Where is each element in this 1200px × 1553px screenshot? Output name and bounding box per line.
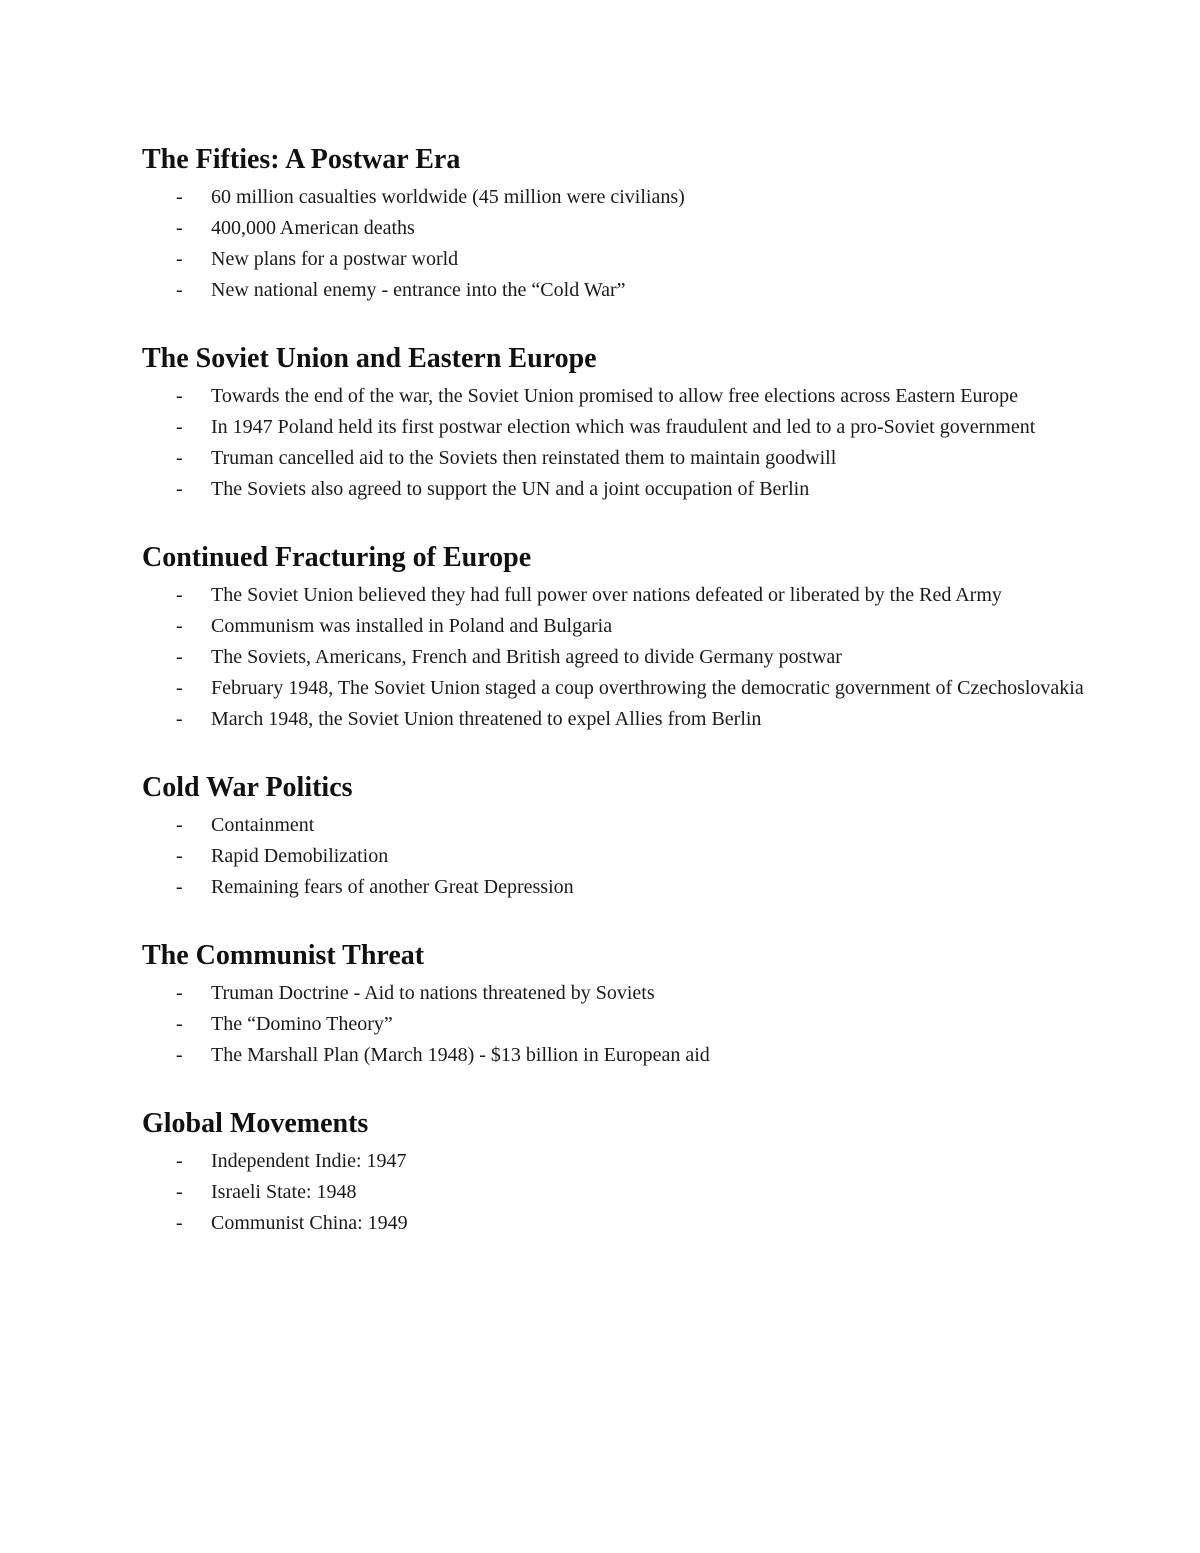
list-item [142, 611, 1102, 642]
bullet-list [142, 182, 1102, 306]
list-item [142, 580, 1102, 611]
list-item [142, 182, 1102, 213]
list-item [142, 704, 1102, 735]
list-item-text: New plans for a postwar world [211, 248, 459, 270]
dash-bullet-icon: - [176, 1044, 183, 1066]
list-item-text: March 1948, the Soviet Union threatened to expel Allies from Berlin [211, 708, 762, 730]
dash-bullet-icon: - [176, 385, 183, 407]
section-heading: Global Movements [142, 1108, 369, 1139]
dash-bullet-icon: - [176, 1212, 183, 1234]
list-item-text: Containment [211, 814, 315, 836]
dash-bullet-icon: - [176, 217, 183, 239]
bullet-list [142, 978, 1102, 1071]
section-heading: Continued Fracturing of Europe [142, 542, 532, 573]
list-item-text: 400,000 American deaths [211, 217, 415, 239]
section [142, 138, 1102, 306]
section-heading: The Fifties: A Postwar Era [142, 144, 461, 175]
list-item [142, 1208, 1102, 1239]
dash-bullet-icon: - [176, 677, 183, 699]
list-item-text: The Marshall Plan (March 1948) - $13 billion in European aid [211, 1044, 710, 1066]
list-item-text: Truman Doctrine - Aid to nations threatened by Soviets [211, 982, 655, 1004]
list-item [142, 1146, 1102, 1177]
list-item [142, 841, 1102, 872]
section [142, 536, 1102, 735]
list-item [142, 275, 1102, 306]
dash-bullet-icon: - [176, 1013, 183, 1035]
list-item [142, 213, 1102, 244]
dash-bullet-icon: - [176, 279, 183, 301]
dash-bullet-icon: - [176, 615, 183, 637]
section-heading: The Soviet Union and Eastern Europe [142, 343, 597, 374]
list-item [142, 872, 1102, 903]
list-item [142, 1177, 1102, 1208]
list-item [142, 412, 1102, 443]
list-item-text: Independent Indie: 1947 [211, 1150, 407, 1172]
list-item [142, 244, 1102, 275]
list-item-text: The “Domino Theory” [211, 1013, 393, 1035]
dash-bullet-icon: - [176, 584, 183, 606]
list-item [142, 978, 1102, 1009]
list-item [142, 443, 1102, 474]
list-item [142, 642, 1102, 673]
dash-bullet-icon: - [176, 845, 183, 867]
dash-bullet-icon: - [176, 186, 183, 208]
list-item-text: The Soviet Union believed they had full power over nations defeated or liberated by the Red Army [211, 584, 1002, 606]
bullet-list [142, 381, 1102, 505]
list-item [142, 1040, 1102, 1071]
section-heading: The Communist Threat [142, 940, 425, 971]
list-item-text: The Soviets also agreed to support the UN and a joint occupation of Berlin [211, 478, 810, 500]
bullet-list [142, 810, 1102, 903]
list-item [142, 474, 1102, 505]
bullet-list [142, 580, 1102, 735]
list-item [142, 810, 1102, 841]
list-item [142, 381, 1102, 412]
list-item-text: Rapid Demobilization [211, 845, 389, 867]
dash-bullet-icon: - [176, 416, 183, 438]
list-item [142, 673, 1102, 704]
list-item-text: February 1948, The Soviet Union staged a coup overthrowing the democratic government of Czechoslovakia [211, 677, 1084, 699]
section-heading: Cold War Politics [142, 772, 353, 803]
dash-bullet-icon: - [176, 248, 183, 270]
document-page [142, 138, 1102, 1270]
section [142, 766, 1102, 903]
dash-bullet-icon: - [176, 447, 183, 469]
dash-bullet-icon: - [176, 708, 183, 730]
list-item-text: Remaining fears of another Great Depression [211, 876, 574, 898]
list-item-text: Towards the end of the war, the Soviet Union promised to allow free elections across Eastern Europe [211, 385, 1019, 407]
list-item-text: The Soviets, Americans, French and British agreed to divide Germany postwar [211, 646, 842, 668]
list-item [142, 1009, 1102, 1040]
dash-bullet-icon: - [176, 646, 183, 668]
dash-bullet-icon: - [176, 982, 183, 1004]
list-item-text: Truman cancelled aid to the Soviets then reinstated them to maintain goodwill [211, 447, 837, 469]
list-item-text: Communist China: 1949 [211, 1212, 408, 1234]
bullet-list [142, 1146, 1102, 1239]
dash-bullet-icon: - [176, 1150, 183, 1172]
section [142, 337, 1102, 505]
list-item-text: In 1947 Poland held its first postwar election which was fraudulent and led to a pro-Soviet government [211, 416, 1036, 438]
dash-bullet-icon: - [176, 814, 183, 836]
list-item-text: New national enemy - entrance into the “Cold War” [211, 279, 626, 301]
dash-bullet-icon: - [176, 1181, 183, 1203]
dash-bullet-icon: - [176, 876, 183, 898]
list-item-text: 60 million casualties worldwide (45 million were civilians) [211, 186, 685, 208]
section [142, 934, 1102, 1071]
list-item-text: Communism was installed in Poland and Bulgaria [211, 615, 613, 637]
dash-bullet-icon: - [176, 478, 183, 500]
section [142, 1102, 1102, 1239]
list-item-text: Israeli State: 1948 [211, 1181, 357, 1203]
